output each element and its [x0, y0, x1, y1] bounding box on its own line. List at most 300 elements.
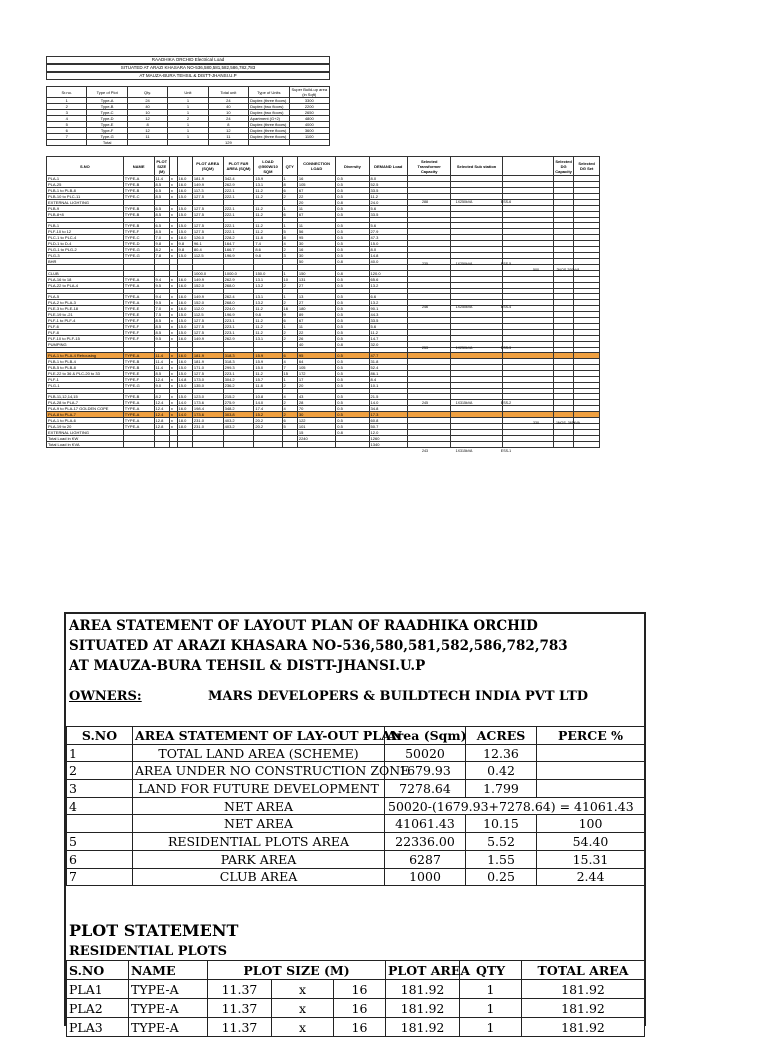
load-cell: 31.8	[369, 359, 407, 365]
load-cell: 20	[297, 383, 335, 389]
plot-l: 16	[334, 999, 386, 1018]
load-cell: 8.6	[254, 247, 282, 253]
load-cell: PLC-1 to PLC-4	[47, 235, 124, 241]
plot-x: x	[272, 980, 334, 999]
summary-cell: 4	[47, 116, 87, 122]
load-cell: PUMPING	[47, 341, 124, 347]
load-cell: 27	[297, 299, 335, 305]
load-cell: 1	[282, 293, 297, 299]
load-cell: 15.9	[254, 359, 282, 365]
area-row	[67, 797, 645, 815]
load-cell: 105	[297, 365, 335, 371]
load-cell: 4	[282, 359, 297, 365]
load-cell: TYPE-A	[123, 412, 154, 418]
area-sqm: 7278.64	[385, 780, 466, 798]
load-cell	[336, 442, 369, 448]
load-cell: x	[169, 305, 177, 311]
area-percent: 100	[537, 815, 645, 833]
load-cell: 14.0	[177, 412, 192, 418]
substation-rating: 1X315kVA	[455, 449, 473, 453]
load-cell: 15.0	[177, 329, 192, 335]
load-cell: 13.2	[254, 299, 282, 305]
load-cell: TYPE-A	[123, 293, 154, 299]
summary-cell: 40	[208, 104, 248, 110]
load-cell: 262.4	[223, 293, 254, 299]
substation-id: ESS-6	[500, 200, 512, 204]
load-cell: TYPE-A	[123, 418, 154, 424]
load-cell: EXTERNAL LIGHTING	[47, 430, 124, 436]
load-cell: 14.8	[177, 377, 192, 383]
load-header-cell: NAME	[123, 157, 154, 176]
load-cell: 32.0	[369, 341, 407, 347]
load-cell: 10	[282, 276, 297, 282]
load-cell: PLA-1 to PLA-4 Rehousing	[47, 353, 124, 359]
load-cell: TYPE-C	[123, 235, 154, 241]
load-cell: 262.9	[223, 335, 254, 341]
load-cell: x	[169, 329, 177, 335]
load-cell: 11.2	[254, 188, 282, 194]
load-cell: 1	[282, 206, 297, 212]
load-cell: x	[169, 406, 177, 412]
summary-cell	[47, 140, 87, 146]
load-cell: x	[169, 311, 177, 317]
load-cell-empty	[407, 442, 451, 448]
load-cell: 11.2	[254, 323, 282, 329]
load-cell: 215.2	[223, 394, 254, 400]
load-cell: 13.1	[254, 335, 282, 341]
load-cell: 8.2	[154, 247, 169, 253]
load-cell: 303.8	[223, 412, 254, 418]
load-cell: TYPE-B	[123, 223, 154, 229]
load-cell: 16.0	[177, 299, 192, 305]
load-cell: x	[169, 206, 177, 212]
dg-capacity: 330	[533, 421, 539, 425]
load-cell: PLF-6	[47, 323, 124, 329]
area-sqm: 41061.43	[385, 815, 466, 833]
load-cell: 0.5	[336, 353, 369, 359]
load-cell: 6.5	[154, 188, 169, 194]
summary-cell: 3	[47, 110, 87, 116]
load-cell: 16	[282, 305, 297, 311]
load-cell-empty	[553, 442, 573, 448]
load-cell: 403.2	[223, 418, 254, 424]
load-cell: TYPE-F	[123, 335, 154, 341]
load-cell: 173.0	[192, 377, 223, 383]
load-cell: PLG-1	[47, 383, 124, 389]
load-cell: 12.0	[369, 430, 407, 436]
load-cell: TYPE-A	[123, 299, 154, 305]
load-cell: 11.2	[254, 317, 282, 323]
load-cell: 181.9	[192, 176, 223, 182]
load-cell: 0.5	[336, 188, 369, 194]
plot-col-area: PLOT AREA	[386, 961, 460, 980]
load-cell: 86.1	[369, 371, 407, 377]
summary-cell: 5	[47, 122, 87, 128]
load-cell: 150.0	[254, 270, 282, 276]
load-cell: 105	[297, 182, 335, 188]
plot-col-sno: S.NO	[67, 961, 129, 980]
area-desc: AREA UNDER NO CONSTRUCTION ZONE	[133, 762, 385, 780]
load-cell: 8.4	[369, 377, 407, 383]
load-cell: 0.5	[336, 329, 369, 335]
load-cell: 318.3	[223, 359, 254, 365]
load-cell: 12.4	[154, 412, 169, 418]
load-cell: 0.5	[336, 323, 369, 329]
load-cell: 8.2	[154, 394, 169, 400]
load-cell: 13.2	[369, 282, 407, 288]
load-cell: 223.1	[223, 323, 254, 329]
load-cell: 180	[297, 305, 335, 311]
load-cell: x	[169, 335, 177, 341]
load-cell: 11	[297, 323, 335, 329]
summary-cell: 24	[127, 98, 167, 104]
load-cell: 8	[282, 235, 297, 241]
load-cell: 2240	[297, 436, 335, 442]
summary-cell: 1100	[289, 134, 329, 140]
load-cell: 275.9	[223, 400, 254, 406]
load-cell: PLB-5 to PLB-8	[47, 365, 124, 371]
plot-statement-title: PLOT STATEMENT	[69, 921, 239, 940]
load-cell: TYPE-G	[123, 253, 154, 259]
load-cell	[154, 442, 169, 448]
summary-cell: 1	[168, 134, 208, 140]
load-cell: 14.0	[177, 400, 192, 406]
load-cell: 7.0	[154, 305, 169, 311]
plot-col-name: NAME	[129, 961, 208, 980]
load-cell: 342.4	[223, 176, 254, 182]
area-desc: CLUB AREA	[133, 868, 385, 886]
load-cell: 11.2	[369, 329, 407, 335]
load-cell: 262.9	[223, 182, 254, 188]
load-cell: 13.1	[254, 293, 282, 299]
load-cell: 65.6	[369, 276, 407, 282]
load-cell: 8.5	[154, 229, 169, 235]
load-cell: 10.1	[369, 383, 407, 389]
load-cell: TYPE-F	[123, 323, 154, 329]
load-cell: 8.5	[154, 317, 169, 323]
transformer-capacity: 235	[422, 262, 428, 266]
load-cell: 173.6	[192, 400, 223, 406]
summary-cell: 4800	[289, 116, 329, 122]
title-line-2: SITUATED AT ARAZI KHASARA NO-536,580,581,582,586,782,783	[69, 638, 568, 654]
load-cell: x	[169, 253, 177, 259]
load-cell: 8.5	[154, 212, 169, 218]
load-cell: TYPE-D	[123, 241, 154, 247]
load-cell: x	[169, 229, 177, 235]
load-cell: 0.5	[336, 383, 369, 389]
load-cell: x	[169, 394, 177, 400]
load-cell: 52.5	[369, 182, 407, 188]
load-cell: 11.2	[254, 212, 282, 218]
load-cell: 9.5	[154, 282, 169, 288]
load-cell: 8.5	[154, 329, 169, 335]
load-header-cell: DEMAND Load	[369, 157, 407, 176]
load-cell: 1	[282, 377, 297, 383]
load-cell	[282, 442, 297, 448]
load-cell: 4	[282, 394, 297, 400]
load-cell: 96.1	[192, 241, 223, 247]
load-cell: 0.5	[336, 299, 369, 305]
summary-cell: 12	[127, 116, 167, 122]
load-header-cell: PLOT AREA (SQM)	[192, 157, 223, 176]
load-cell: 15.0	[177, 383, 192, 389]
load-cell: 8.5	[154, 194, 169, 200]
load-cell: 0.8	[336, 259, 369, 265]
load-cell: 2	[282, 247, 297, 253]
load-cell: 15.0	[177, 311, 192, 317]
plot-col-qty: QTY	[460, 961, 522, 980]
load-cell: x	[169, 212, 177, 218]
load-cell: 15.0	[177, 323, 192, 329]
area-sqm: 6287	[385, 850, 466, 868]
load-cell: 15.0	[177, 212, 192, 218]
load-cell: PLF-10 to 12	[47, 229, 124, 235]
load-cell: PLA-28 to PLA-7	[47, 400, 124, 406]
load-cell: 24.0	[369, 200, 407, 206]
load-cell: 0.5	[336, 377, 369, 383]
plot-col-size: PLOT SIZE (M)	[208, 961, 386, 980]
area-percent	[537, 744, 645, 762]
load-cell: 6	[282, 317, 297, 323]
area-row	[67, 762, 645, 780]
plot-row	[67, 999, 645, 1018]
load-cell: PLF-1 to PLF-4	[47, 317, 124, 323]
load-cell: 22	[297, 194, 335, 200]
load-cell: 11.2	[254, 223, 282, 229]
load-cell: 228.2	[223, 235, 254, 241]
load-cell: PLB-10 to PLC-11	[47, 194, 124, 200]
load-cell: 223.1	[223, 317, 254, 323]
load-cell: x	[169, 317, 177, 323]
area-sno: 7	[67, 868, 133, 886]
load-cell: 56	[297, 229, 335, 235]
load-cell: 222.1	[223, 212, 254, 218]
load-cell: 16	[297, 247, 335, 253]
load-cell: 223.1	[223, 371, 254, 377]
load-cell-empty	[451, 442, 502, 448]
transformer-capacity: 245	[422, 401, 428, 405]
load-cell: 1340	[369, 442, 407, 448]
area-sno: 2	[67, 762, 133, 780]
load-cell: 13.2	[254, 282, 282, 288]
load-cell: 14.0	[369, 400, 407, 406]
summary-cell: Apartment (G+2)	[249, 116, 289, 122]
load-cell: TYPE-A	[123, 276, 154, 282]
substation-id: ESS-1	[500, 449, 512, 453]
summary-cell: Type-C	[87, 110, 127, 116]
load-cell: 20.2	[254, 424, 282, 430]
col-desc: AREA STATEMENT OF LAY-OUT PLAN	[133, 727, 385, 745]
load-cell: CLUB	[47, 270, 124, 276]
load-cell: 0.5	[336, 394, 369, 400]
plot-row	[67, 980, 645, 999]
load-cell: 16.0	[177, 359, 192, 365]
load-cell: x	[169, 247, 177, 253]
summary-cell: 24	[208, 116, 248, 122]
load-cell: x	[169, 323, 177, 329]
load-cell: 67	[297, 212, 335, 218]
load-cell: TYPE-B	[123, 359, 154, 365]
load-cell: Total Load in KW	[47, 436, 124, 442]
load-cell: 27	[297, 282, 335, 288]
summary-cell: Duplex (two floors)	[249, 104, 289, 110]
transformer-capacity: 288	[422, 200, 428, 204]
load-cell: 196.9	[223, 253, 254, 259]
load-cell: PLG-3	[47, 253, 124, 259]
load-cell: 9.8	[177, 241, 192, 247]
load-cell: 9.0	[154, 383, 169, 389]
summary-header-cell: Qty.	[127, 87, 167, 98]
load-cell: 18.0	[177, 424, 192, 430]
load-cell: 222.1	[223, 194, 254, 200]
load-cell: x	[169, 400, 177, 406]
load-cell	[254, 442, 282, 448]
title-line-1: AREA STATEMENT OF LAYOUT PLAN OF RAADHIKA ORCHID	[69, 618, 538, 634]
load-cell: PLA-8 to PLA-7	[47, 412, 124, 418]
load-cell: TYPE-B	[123, 182, 154, 188]
load-cell: x	[169, 359, 177, 365]
load-cell: TYPE-B	[123, 365, 154, 371]
load-cell: 15.0	[177, 194, 192, 200]
load-cell: x	[169, 365, 177, 371]
substation-rating: 1X315kVA	[455, 401, 473, 405]
summary-cell: Total	[87, 140, 127, 146]
load-cell: PLB-1	[47, 223, 124, 229]
load-cell: 27.9	[369, 229, 407, 235]
load-cell: x	[169, 188, 177, 194]
plot-w: 11.37	[208, 980, 272, 999]
load-cell: 171.0	[192, 365, 223, 371]
load-cell: 20.2	[254, 418, 282, 424]
load-cell: 14.7	[369, 335, 407, 341]
load-cell: 16.0	[177, 353, 192, 359]
dg-capacity: 500	[533, 268, 539, 272]
load-cell: 149.9	[192, 276, 223, 282]
summary-cell: 4000	[289, 122, 329, 128]
load-cell: 26	[297, 335, 335, 341]
load-cell: TYPE-G	[123, 383, 154, 389]
summary-cell: 2650	[289, 110, 329, 116]
area-acres: 1.799	[466, 780, 537, 798]
load-cell: 15.0	[177, 229, 192, 235]
area-statement	[64, 612, 646, 1035]
load-header-cell: QTY	[282, 157, 297, 176]
substation-rating: 1X250kVA	[455, 200, 473, 204]
substation-rating: 1X250kVA	[455, 262, 473, 266]
load-cell: 6	[282, 353, 297, 359]
load-cell: PLA-25	[47, 182, 124, 188]
load-cell: x	[169, 353, 177, 359]
load-cell: 67	[297, 317, 335, 323]
col-acres: ACRES	[466, 727, 537, 745]
summary-cell: 24	[208, 98, 248, 104]
load-cell: 11.2	[254, 194, 282, 200]
load-cell: PLG-1 to PLG-2	[47, 247, 124, 253]
load-cell: 34.8	[369, 406, 407, 412]
summary-header-cell: Type of Units	[249, 87, 289, 98]
load-cell: PLB-1 to PLB-8	[47, 188, 124, 194]
load-cell: 149.9	[192, 335, 223, 341]
load-cell: PLA-1 to PLA-6	[47, 418, 124, 424]
load-cell: 4	[282, 241, 297, 247]
load-cell: 20	[297, 200, 335, 206]
area-percent: 54.40	[537, 833, 645, 851]
summary-cell: 129	[208, 140, 248, 146]
load-cell: 40	[297, 341, 335, 347]
load-cell: 5.6	[369, 223, 407, 229]
load-cell: 2	[282, 400, 297, 406]
load-cell: 222.1	[223, 223, 254, 229]
load-cell	[169, 442, 177, 448]
summary-header-row	[47, 87, 330, 98]
summary-row	[47, 140, 330, 146]
load-cell: 1260	[369, 436, 407, 442]
load-cell: 1	[282, 323, 297, 329]
summary-cell: 40	[127, 104, 167, 110]
load-cell: 7.0	[154, 235, 169, 241]
load-header-cell: PLOT FAR AREA (SQM)	[223, 157, 254, 176]
load-cell: 9.4	[154, 276, 169, 282]
load-sheet-title-line: SITUATED AT ARAZI KHASARA NO-536,580,581,582,586,782,783	[46, 64, 330, 72]
load-cell: 47.7	[369, 353, 407, 359]
load-cell: 14.0	[254, 400, 282, 406]
load-cell: 11.2	[254, 305, 282, 311]
load-cell: 0.5	[336, 235, 369, 241]
load-cell: 268.0	[223, 282, 254, 288]
col-area: Area (Sqm)	[385, 727, 466, 745]
load-header-cell: Selected Transformer Capacity	[407, 157, 451, 176]
summary-cell: 2	[47, 104, 87, 110]
area-desc: RESIDENTIAL PLOTS AREA	[133, 833, 385, 851]
load-cell: x	[169, 235, 177, 241]
plot-qty: 1	[460, 999, 522, 1018]
load-cell: 16.0	[177, 182, 192, 188]
load-cell: 15.7	[254, 377, 282, 383]
owners-line	[69, 689, 589, 704]
load-cell: 8.5	[154, 182, 169, 188]
load-cell: 127.5	[192, 194, 223, 200]
load-header-cell	[169, 157, 177, 176]
col-percent: PERCE %	[537, 727, 645, 745]
area-sqm: 1000	[385, 868, 466, 886]
summary-header-cell: Sr.no.	[47, 87, 87, 98]
load-cell: 17.3	[369, 412, 407, 418]
load-cell: 89	[297, 311, 335, 317]
load-cell: PLA-5	[47, 293, 124, 299]
load-cell: 0.5	[336, 282, 369, 288]
summary-cell	[168, 140, 208, 146]
load-cell: 15.0	[177, 206, 192, 212]
load-header-cell: LOAD @500W/10 SQM	[254, 157, 282, 176]
load-cell: TYPE-B	[123, 394, 154, 400]
load-cell: 2	[282, 335, 297, 341]
summary-cell: 1	[168, 122, 208, 128]
load-cell: 43	[297, 394, 335, 400]
plot-col-total: TOTAL AREA	[522, 961, 645, 980]
load-cell: 166.7	[223, 247, 254, 253]
load-cell: 5.6	[369, 323, 407, 329]
load-cell: 15.9	[254, 176, 282, 182]
load-cell	[297, 442, 335, 448]
owners-value: MARS DEVELOPERS & BUILDTECH INDIA PVT LTD	[208, 689, 589, 704]
load-cell: 7.5	[154, 311, 169, 317]
load-cell: 11	[297, 206, 335, 212]
area-table	[66, 726, 645, 886]
plot-qty: 1	[460, 980, 522, 999]
load-header-cell	[177, 157, 192, 176]
load-cell: 11.2	[254, 229, 282, 235]
transformer-capacity: 253	[422, 346, 428, 350]
